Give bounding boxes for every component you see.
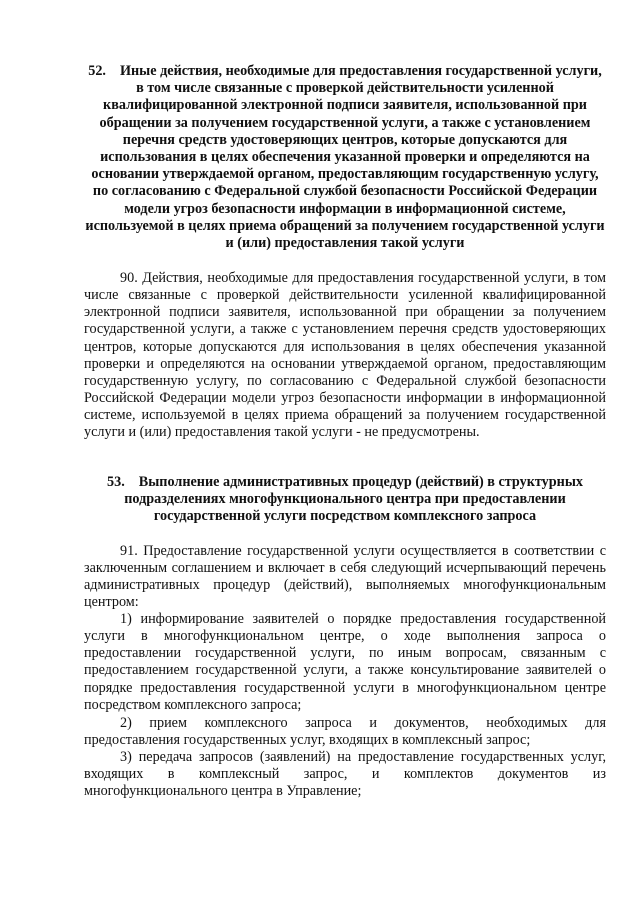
list-item: 3) передача запросов (заявлений) на предоставление государственных услуг, входящих в комплексный запрос, и комплектов документов из многофункционального центра в Управление;	[84, 749, 606, 800]
list-item: 1) информирование заявителей о порядке предоставления государственной услуги в многофункциональном центре, о ходе выполнения запроса о предоставлении государственной услуги, по иным вопросам, связанным с предоставлением государственной услуги, а также консультирование заявителей о порядке предоставления государственной услуги в многофункциональном центре посредством комплексного запроса;	[84, 611, 606, 713]
section-53-title: Выполнение административных процедур (действий) в структурных подразделениях многофункционального центра при предоставлении государственной услуги посредством комплексного запроса	[124, 474, 583, 525]
section-52-title: Иные действия, необходимые для предоставления государственной услуги, в том числе связанные с проверкой действительности усиленной квалифицированной электронной подписи заявителя, использованной при обращении за получением государственной услуги, а также с установлением перечня средств удостоверяющих центров, которые допускаются для использования в целях обеспечения указанной проверки и определяются на основании утверждаемой органом, предоставляющим государственную услугу, по согласованию с Федеральной службой безопасности Российской Федерации модели угроз безопасности информации в информационной системе, используемой в целях приема обращений за получением государственной услуги и (или) предоставления такой услуги	[85, 63, 605, 252]
list-item: 2) прием комплексного запроса и документов, необходимых для предоставления государственных услуг, входящих в комплексный запрос;	[84, 715, 606, 749]
section-52-number: 52.	[88, 63, 106, 79]
section-53-number: 53.	[107, 474, 125, 490]
section-52-heading	[84, 63, 606, 252]
paragraph-91: 91. Предоставление государственной услуги осуществляется в соответствии с заключенным соглашением и включает в себя следующий исчерпывающий перечень административных процедур (действий), выполняемых многофункциональным центром:	[84, 543, 606, 611]
paragraph-90: 90. Действия, необходимые для предоставления государственной услуги, в том числе связанные с проверкой действительности усиленной квалифицированной электронной подписи заявителя, использованной при обращении за получением государственной услуги, а также с установлением перечня средств удостоверяющих центров, которые допускаются для использования в целях обеспечения указанной проверки и определяются на основании утверждаемой органом, предоставляющим государственную услугу, по согласованию с Федеральной службой безопасности Российской Федерации модели угроз безопасности информации в информационной системе, используемой в целях приема обращений за получением государственной услуги и (или) предоставления такой услуги - не предусмотрены.	[84, 270, 606, 441]
section-53-heading	[84, 474, 606, 526]
